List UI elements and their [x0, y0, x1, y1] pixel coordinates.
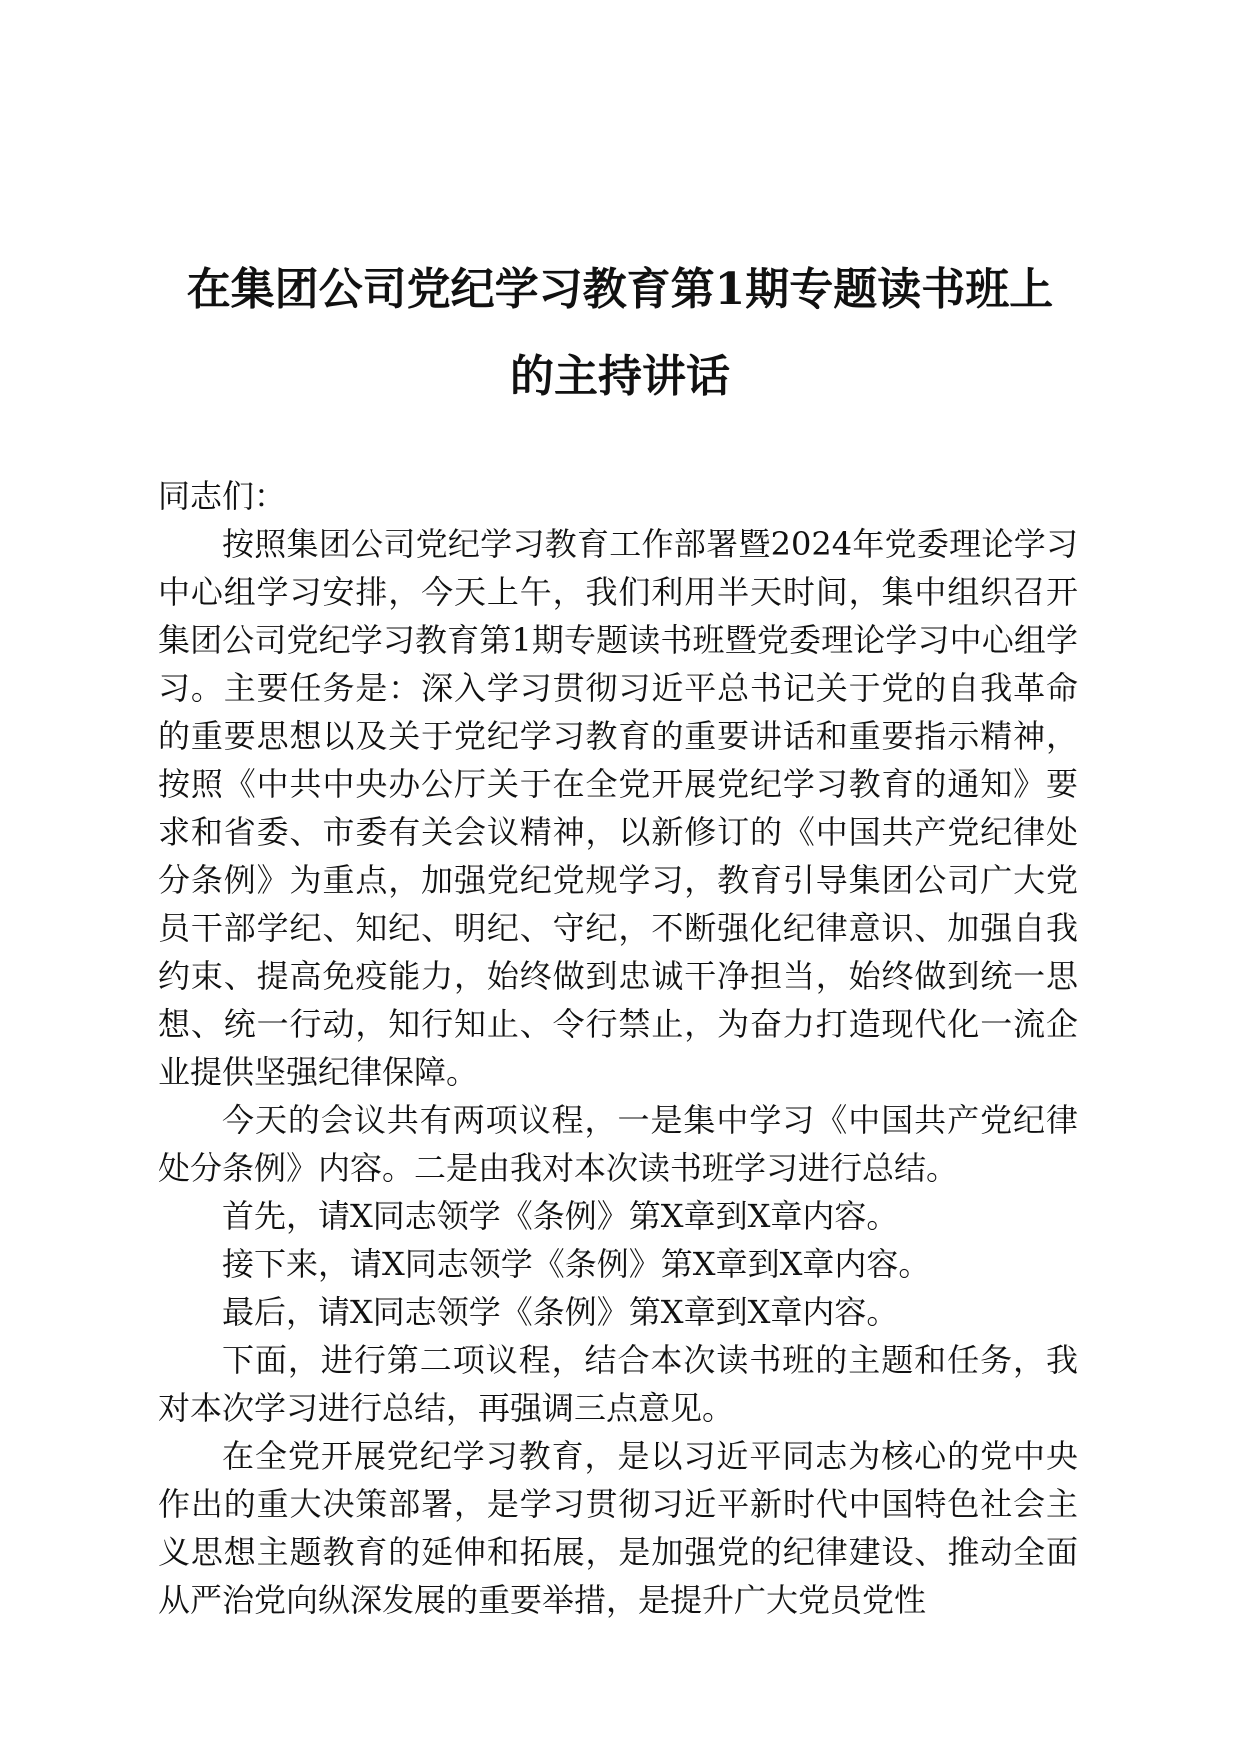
salutation: 同志们： [158, 477, 287, 515]
paragraph-first-reader: 首先，请X同志领学《条例》第X章到X章内容。 [222, 1197, 899, 1235]
document-title-line-2: 的主持讲话 [510, 351, 730, 402]
paragraph-second-reader: 接下来，请X同志领学《条例》第X章到X章内容。 [222, 1245, 931, 1283]
document-title-line-1: 在集团公司党纪学习教育第1期专题读书班上 [186, 264, 1054, 315]
paragraph-second-agenda: 下面，进行第二项议程，结合本次读书班的主题和任务，我对本次学习进行总结，再强调三点意见。 [158, 1341, 1078, 1427]
document-body [158, 472, 1078, 1624]
paragraph-agenda: 今天的会议共有两项议程，一是集中学习《中国共产党纪律处分条例》内容。二是由我对本次读书班学习进行总结。 [158, 1101, 1078, 1187]
paragraph-opening: 按照集团公司党纪学习教育工作部署暨2024年党委理论学习中心组学习安排，今天上午，我们利用半天时间，集中组织召开集团公司党纪学习教育第1期专题读书班暨党委理论学习中心组学习。主要任务是：深入学习贯彻习近平总书记关于党的自我革命的重要思想以及关于党纪学习教育的重要讲话和重要指示精神，按照《中共中央办公厅关于在全党开展党纪学习教育的通知》要求和省委、市委有关会议精神，以新修订的《中国共产党纪律处分条例》为重点，加强党纪党规学习，教育引导集团公司广大党员干部学纪、知纪、明纪、守纪，不断强化纪律意识、加强自我约束、提高免疫能力，始终做到忠诚干净担当，始终做到统一思想、统一行动，知行知止、令行禁止，为奋力打造现代化一流企业提供坚强纪律保障。 [158, 525, 1078, 1091]
paragraph-significance: 在全党开展党纪学习教育，是以习近平同志为核心的党中央作出的重大决策部署，是学习贯彻习近平新时代中国特色社会主义思想主题教育的延伸和拓展，是加强党的纪律建设、推动全面从严治党向纵深发展的重要举措，是提升广大党员党性 [158, 1437, 1078, 1619]
paragraph-last-reader: 最后，请X同志领学《条例》第X章到X章内容。 [222, 1293, 899, 1331]
